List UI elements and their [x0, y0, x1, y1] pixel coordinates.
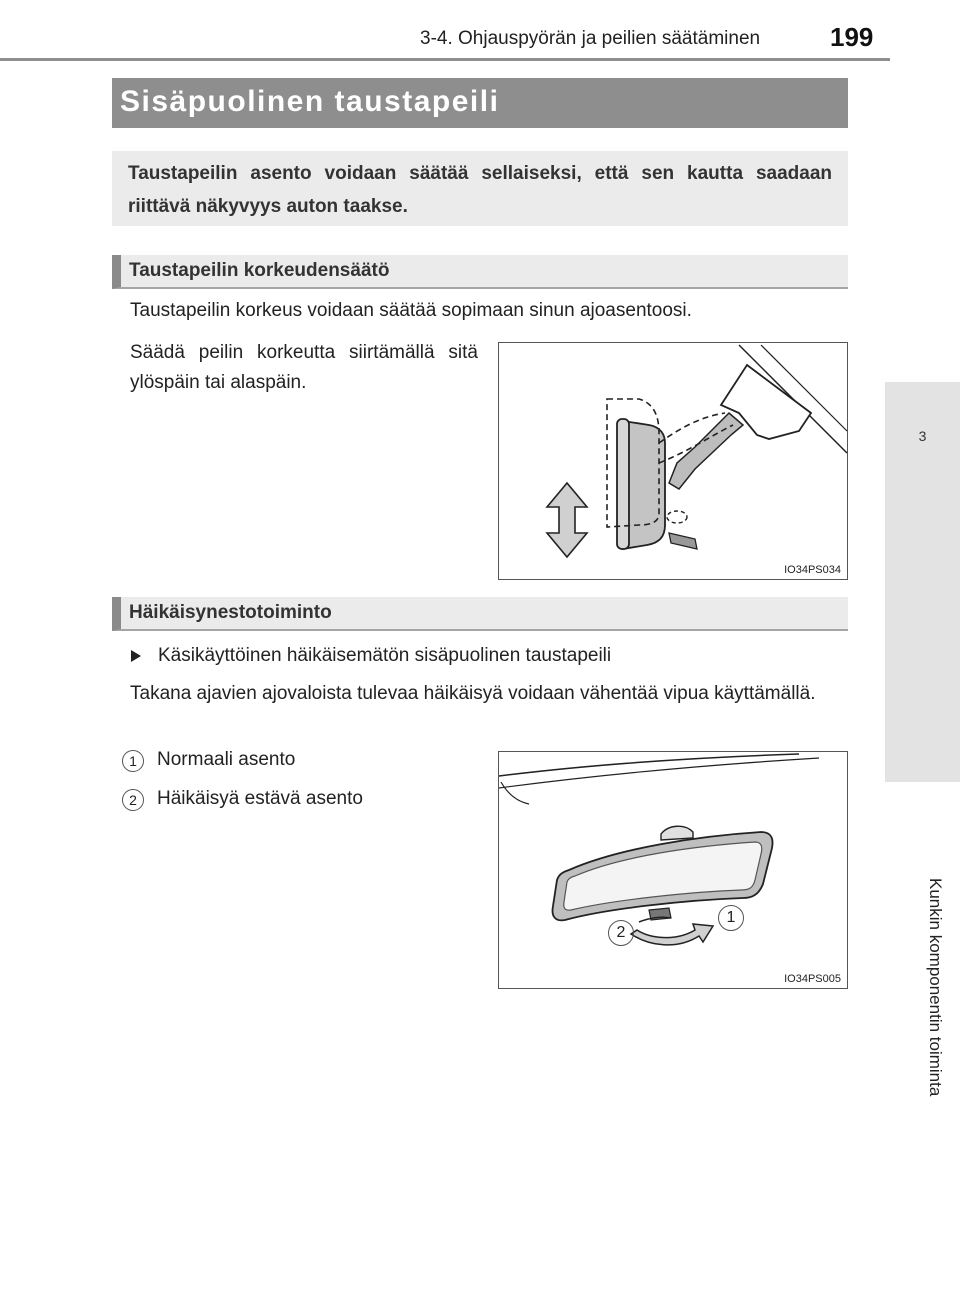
item-label: Häikäisyä estävä asento: [157, 788, 363, 809]
figure-code: IO34PS005: [784, 973, 841, 985]
mirror-height-illustration: [499, 343, 849, 581]
item-label: Normaali asento: [157, 749, 296, 770]
figure-height-adjust: [498, 342, 848, 580]
figure-antiglare: [498, 751, 848, 989]
section1-instruction: Säädä peilin korkeutta siirtämällä sitä ylöspäin tai alaspäin.: [130, 342, 478, 393]
page-title: Sisäpuolinen taustapeili: [120, 85, 500, 118]
chapter-number: 3: [918, 428, 927, 444]
chapter-tab: [885, 382, 960, 1097]
section-heading-height-text: Taustapeilin korkeudensäätö: [129, 260, 390, 281]
section-heading-height: [112, 255, 848, 289]
header-rule: [0, 58, 890, 61]
item-number: 1: [122, 750, 144, 772]
list-item: [122, 748, 482, 778]
running-header: 3-4. Ohjauspyörän ja peilien säätäminen: [420, 28, 761, 49]
section1-lead: Taustapeilin korkeus voidaan säätää sopimaan sinun ajoasentoosi.: [130, 300, 692, 321]
triangle-bullet-icon: [130, 649, 142, 663]
item-number: 2: [122, 789, 144, 811]
page-number: 199: [830, 22, 874, 52]
bullet-text: Käsikäyttöinen häikäisemätön sisäpuolinen taustapeili: [158, 645, 612, 666]
section2-text: Takana ajavien ajovaloista tulevaa häikäisyä voidaan vähentää vipua käyttämällä.: [130, 683, 816, 704]
list-item: [122, 787, 482, 817]
figure-code: IO34PS034: [784, 564, 841, 576]
intro-box: Taustapeilin asento voidaan säätää sellaiseksi, että sen kautta saadaan riittävä näkyvyys auton taakse.: [112, 151, 848, 226]
mirror-lever-illustration: [499, 752, 849, 990]
callout-2: 2: [608, 920, 634, 946]
chapter-title: Kunkin komponentin toiminta: [926, 878, 945, 1097]
section-heading-antiglare: [112, 597, 848, 631]
page-title-bar: [112, 78, 848, 128]
section-heading-antiglare-text: Häikäisynestotoiminto: [129, 602, 332, 623]
callout-1: 1: [718, 905, 744, 931]
